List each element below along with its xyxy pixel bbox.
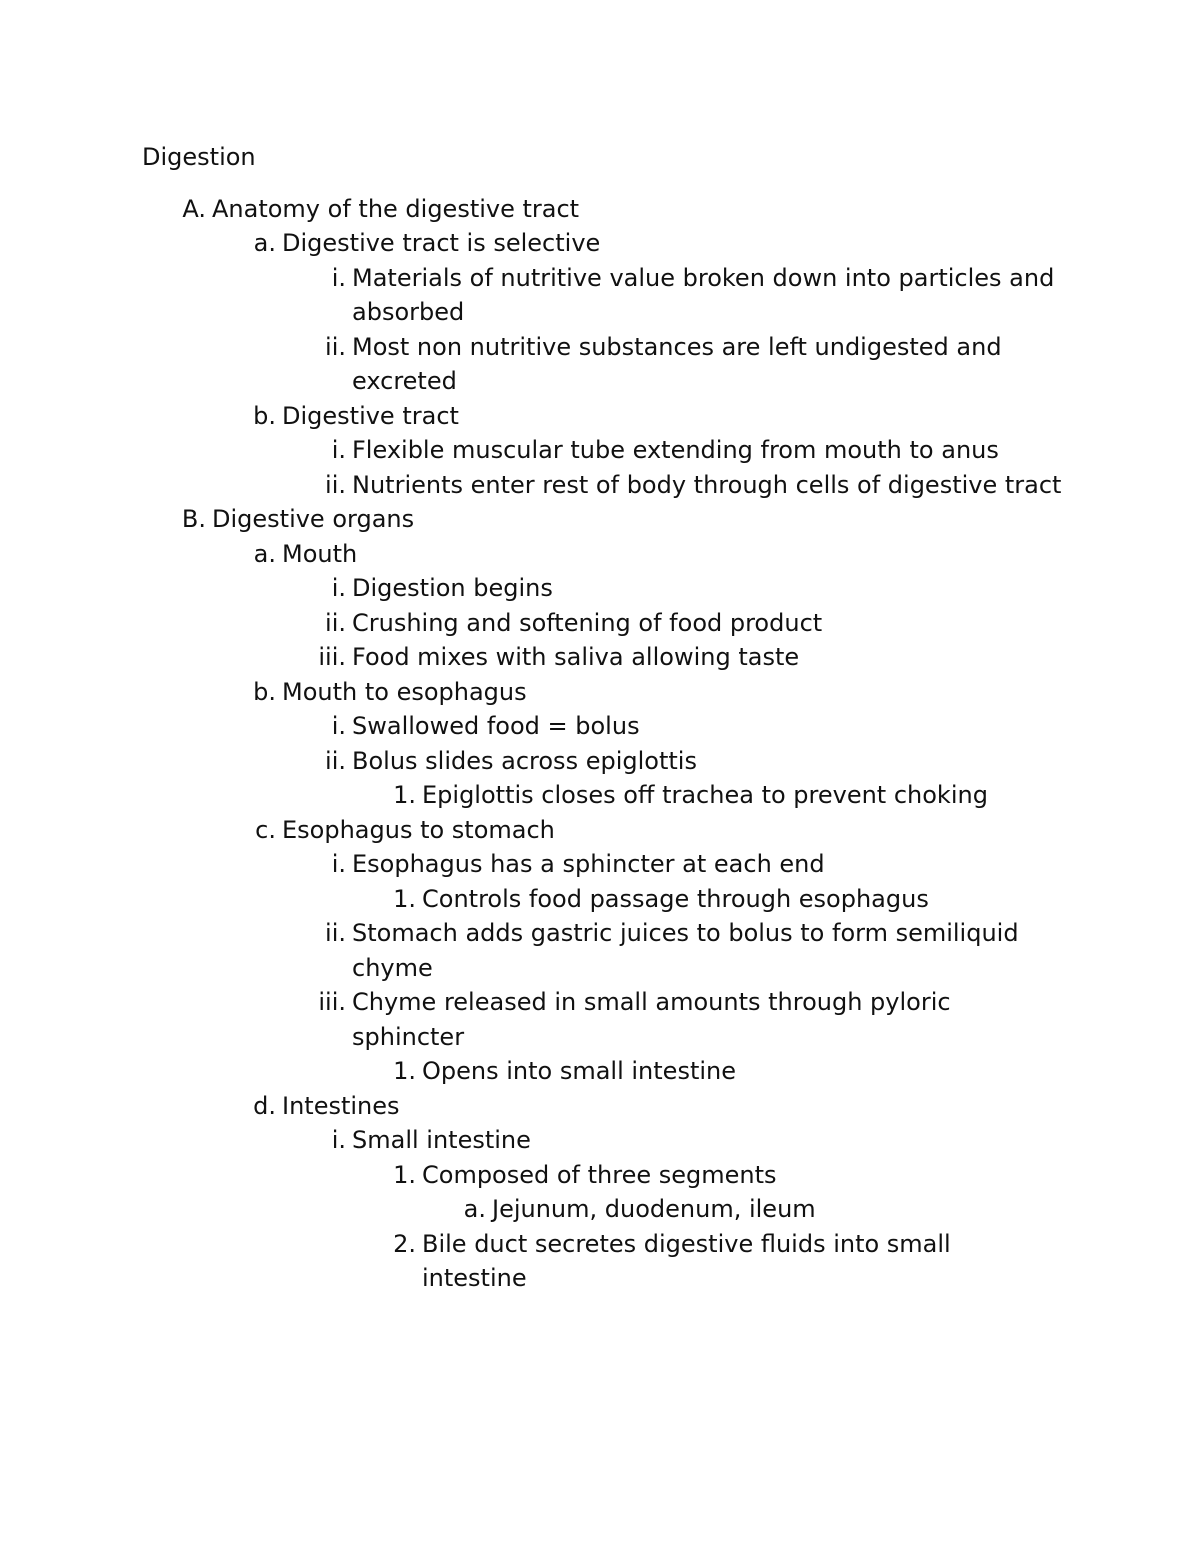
outline-text: Flexible muscular tube extending from mouth to anus: [352, 436, 999, 464]
outline-text: Esophagus has a sphincter at each end: [352, 850, 825, 878]
outline-text: Intestines: [282, 1091, 400, 1120]
outline-text: Composed of three segments: [422, 1160, 777, 1189]
outline-text: Bile duct secretes digestive fluids into small intestine: [422, 1229, 951, 1292]
outline-item: [142, 1227, 1062, 1296]
outline-item: [142, 1089, 1062, 1124]
outline-marker: 1.: [393, 1160, 416, 1189]
outline-marker: 1.: [393, 781, 416, 809]
outline-item: [142, 882, 1062, 917]
outline-marker: a.: [463, 1195, 486, 1223]
outline-item: [142, 916, 1062, 985]
outline-text: Crushing and softening of food product: [352, 608, 823, 637]
outline-item: [142, 675, 1062, 710]
outline-text: Materials of nutritive value broken down into particles and absorbed: [352, 263, 1055, 326]
outline-text: Mouth: [282, 539, 358, 568]
outline-item: [142, 606, 1062, 641]
outline-marker: i.: [331, 1126, 346, 1154]
outline-item: [142, 192, 1062, 227]
outline-marker: a.: [253, 229, 276, 257]
outline-text: Controls food passage through esophagus: [422, 884, 929, 913]
outline-item: [142, 1054, 1062, 1089]
outline-marker: ii.: [325, 470, 346, 499]
outline-marker: i.: [331, 436, 346, 464]
outline-marker: iii.: [318, 643, 346, 671]
outline-item: [142, 433, 1062, 468]
outline-marker: i.: [331, 263, 346, 292]
outline-text: Food mixes with saliva allowing taste: [352, 643, 800, 671]
outline-marker: b.: [253, 677, 276, 706]
outline-text: Mouth to esophagus: [282, 677, 527, 706]
outline-marker: c.: [255, 815, 276, 844]
outline-marker: ii.: [325, 608, 346, 637]
outline-text: Esophagus to stomach: [282, 815, 555, 844]
outline-item: [142, 640, 1062, 675]
outline-item: [142, 985, 1062, 1054]
outline-marker: ii.: [325, 919, 346, 947]
outline-marker: A.: [182, 194, 206, 223]
outline-marker: ii.: [325, 746, 346, 775]
outline-item: [142, 1158, 1062, 1193]
outline-text: Anatomy of the digestive tract: [212, 194, 580, 223]
outline-marker: d.: [253, 1091, 276, 1120]
outline-text: Swallowed food = bolus: [352, 712, 640, 740]
outline-text: Bolus slides across epiglottis: [352, 746, 697, 775]
outline-marker: ii.: [325, 332, 346, 361]
outline-marker: a.: [253, 539, 276, 568]
document-title: Digestion: [142, 143, 256, 171]
outline-item: [142, 226, 1062, 261]
outline-text: Digestive organs: [212, 505, 415, 533]
outline-text: Chyme released in small amounts through pyloric sphincter: [352, 988, 951, 1051]
outline-item: [142, 399, 1062, 434]
outline-text: Jejunum, duodenum, ileum: [492, 1195, 816, 1223]
outline-marker: i.: [331, 712, 346, 740]
outline-text: Epiglottis closes off trachea to prevent choking: [422, 781, 988, 809]
outline-text: Opens into small intestine: [422, 1057, 737, 1085]
outline-item: [142, 1123, 1062, 1158]
outline-text: Nutrients enter rest of body through cells of digestive tract: [352, 470, 1062, 499]
outline-marker: iii.: [318, 988, 346, 1016]
outline-text: Most non nutritive substances are left undigested and excreted: [352, 332, 1002, 395]
outline-text: Digestive tract is selective: [282, 229, 601, 257]
outline-text: Digestive tract: [282, 401, 459, 430]
outline-item: [142, 261, 1062, 330]
outline-text: Stomach adds gastric juices to bolus to form semiliquid chyme: [352, 919, 1019, 982]
outline-item: [142, 537, 1062, 572]
outline-item: [142, 744, 1062, 779]
outline-marker: 2.: [393, 1229, 416, 1258]
outline-item: [142, 468, 1062, 503]
outline-item: [142, 330, 1062, 399]
outline-marker: i.: [331, 850, 346, 878]
outline-item: [142, 778, 1062, 813]
outline-list: [142, 192, 1062, 1296]
outline-item: [142, 709, 1062, 744]
outline-text: Small intestine: [352, 1126, 531, 1154]
outline-item: [142, 502, 1062, 537]
outline-item: [142, 847, 1062, 882]
outline-marker: b.: [253, 401, 276, 430]
outline-text: Digestion begins: [352, 574, 553, 602]
outline-marker: i.: [331, 574, 346, 602]
document-page: [142, 140, 1062, 1296]
outline-marker: 1.: [393, 1057, 416, 1085]
outline-item: [142, 571, 1062, 606]
outline-item: [142, 813, 1062, 848]
outline-marker: B.: [181, 505, 206, 533]
outline-marker: 1.: [393, 884, 416, 913]
outline-item: [142, 1192, 1062, 1227]
